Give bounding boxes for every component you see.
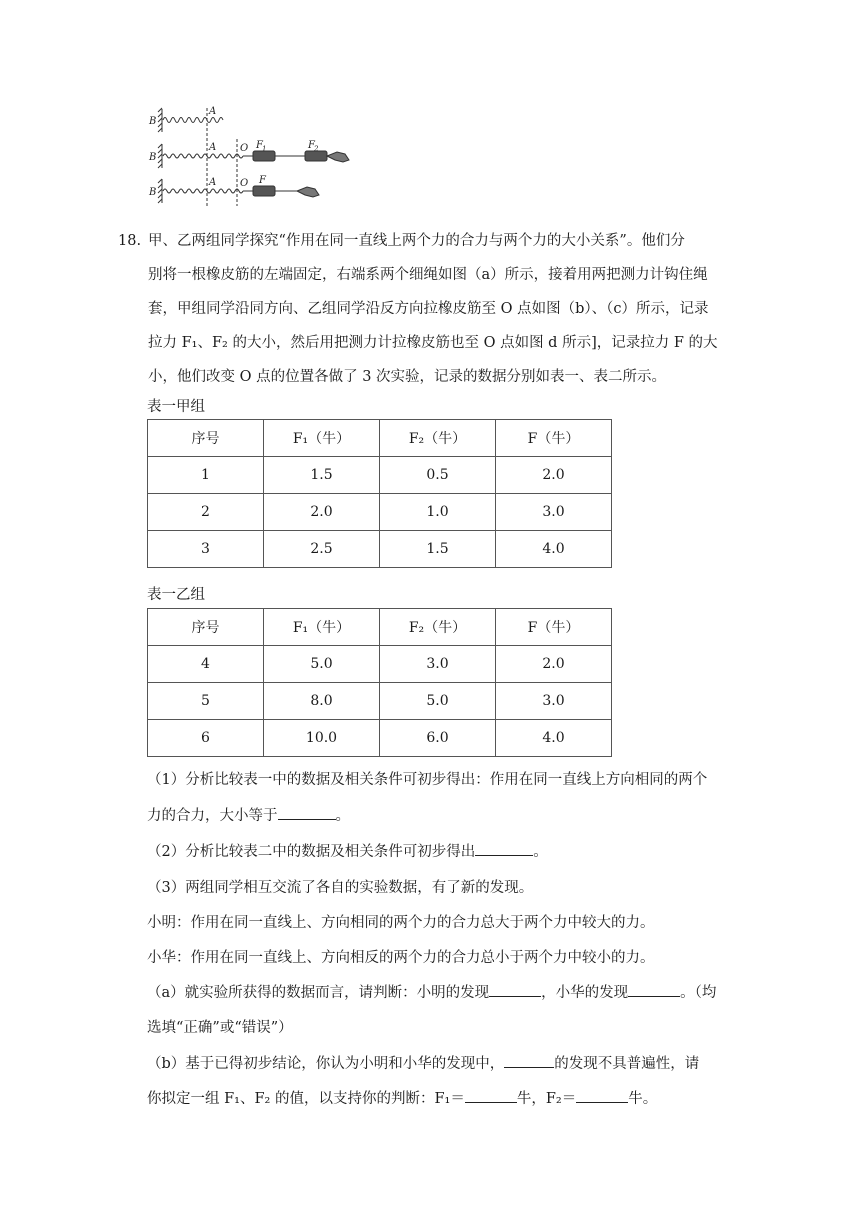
- table2-caption: 表一乙组: [147, 587, 205, 603]
- table-cell: 3.0: [496, 494, 612, 531]
- table-row: [148, 683, 612, 720]
- question-number: 18.: [118, 233, 142, 249]
- question-line-4: 拉力 F₁、F₂ 的大小，然后用把测力计拉橡皮筋也至 O 点如图 d 所示]，记录拉力 F 的大: [148, 335, 718, 351]
- table-cell: 0.5: [380, 457, 496, 494]
- part-a-end: 。（均: [680, 985, 717, 1001]
- table-cell: 4.0: [496, 720, 612, 757]
- table2-header-cell: 序号: [148, 609, 264, 646]
- table-cell: 5.0: [380, 683, 496, 720]
- spring-scale-f1: [253, 151, 305, 161]
- label-f2: F: [308, 140, 315, 151]
- table2-header-cell: F（牛）: [496, 609, 612, 646]
- table1-header-cell: 序号: [148, 420, 264, 457]
- table-cell: 1.0: [380, 494, 496, 531]
- part-b-end: 的发现不具普遍性，请: [554, 1056, 700, 1072]
- question-18: [118, 224, 738, 394]
- answer-blank-2[interactable]: [475, 841, 533, 856]
- answer-blank-xiaohua[interactable]: [628, 982, 680, 997]
- table1-caption: 表一甲组: [147, 399, 205, 415]
- table-cell: 3: [148, 531, 264, 568]
- table2-header-cell: F₁（牛）: [264, 609, 380, 646]
- part-a-mid: ，小华的发现: [541, 985, 629, 1001]
- table1: [147, 419, 612, 568]
- table1-header-cell: F（牛）: [496, 420, 612, 457]
- label-o-1: O: [240, 143, 249, 154]
- label-b-3: B: [149, 187, 157, 198]
- part1-text: 力的合力，大小等于: [147, 808, 278, 824]
- question-line-5: 小，他们改变 O 点的位置各做了 3 次实验，记录的数据分别如表一、表二所示。: [148, 369, 667, 385]
- part1-line1: （1）分析比较表一中的数据及相关条件可初步得出：作用在同一直线上方向相同的两个: [147, 772, 708, 788]
- table-row: [148, 720, 612, 757]
- table2-header-row: [148, 609, 612, 646]
- table-cell: 2.0: [264, 494, 380, 531]
- rubber-band-c: [163, 189, 255, 193]
- table-cell: 2: [148, 494, 264, 531]
- part-b2-mid: 牛，F₂＝: [516, 1091, 577, 1107]
- part-b-text: （b）基于已得初步结论，你认为小明和小华的发现中，: [147, 1056, 505, 1072]
- table1-header-cell: F₂（牛）: [380, 420, 496, 457]
- label-f2-sub: 2: [314, 145, 319, 153]
- label-b-2: B: [149, 152, 157, 163]
- label-o-2: O: [240, 178, 249, 189]
- label-a-1: A: [209, 106, 217, 117]
- label-a-2: A: [209, 142, 217, 153]
- table-row: [148, 494, 612, 531]
- part3-line: （3）两组同学相互交流了各自的实验数据，有了新的发现。: [147, 880, 534, 896]
- table-cell: 6: [148, 720, 264, 757]
- table-row: [148, 531, 612, 568]
- table-cell: 1.5: [264, 457, 380, 494]
- table-cell: 2.0: [496, 457, 612, 494]
- part-b-line1: [147, 1052, 699, 1073]
- table-cell: 1.5: [380, 531, 496, 568]
- table-cell: 2.5: [264, 531, 380, 568]
- part-a-line2: 选填“正确”或“错误”）: [147, 1020, 293, 1036]
- answer-blank-f1[interactable]: [465, 1088, 517, 1103]
- experiment-figure: [145, 104, 360, 208]
- part1-end: 。: [335, 808, 350, 824]
- label-f: F: [259, 175, 266, 186]
- answer-blank-f2[interactable]: [576, 1088, 628, 1103]
- wall-hatching: [158, 108, 162, 203]
- table-cell: 3.0: [380, 646, 496, 683]
- table-cell: 1: [148, 457, 264, 494]
- question-line-1: 甲、乙两组同学探究“作用在同一直线上两个力的合力与两个力的大小关系”。他们分: [148, 233, 685, 249]
- spring-scale-f: [253, 186, 319, 197]
- part-b2-end: 牛。: [628, 1091, 658, 1107]
- part-a-text: （a）就实验所获得的数据而言，请判断：小明的发现: [147, 985, 490, 1001]
- label-b-1: B: [149, 116, 157, 127]
- label-f1: F: [256, 140, 263, 151]
- table-cell: 3.0: [496, 683, 612, 720]
- label-f1-sub: 1: [262, 145, 267, 153]
- spring-scale-f2: [305, 151, 349, 162]
- table-cell: 10.0: [264, 720, 380, 757]
- table1-header-cell: F₁（牛）: [264, 420, 380, 457]
- xiaoming-line: 小明：作用在同一直线上、方向相同的两个力的合力总大于两个力中较大的力。: [147, 915, 655, 931]
- table-row: [148, 457, 612, 494]
- table-cell: 4: [148, 646, 264, 683]
- part2-text: （2）分析比较表二中的数据及相关条件可初步得出: [147, 844, 476, 860]
- part-a-line1: [147, 981, 716, 1002]
- table-cell: 4.0: [496, 531, 612, 568]
- part-b-line2: [147, 1087, 657, 1108]
- question-line-3: 套，甲组同学沿同方向、乙组同学沿反方向拉橡皮筋至 O 点如图（b）、（c）所示，记录: [148, 301, 709, 317]
- table-cell: 5.0: [264, 646, 380, 683]
- answer-blank-xiaoming[interactable]: [489, 982, 541, 997]
- rubber-band-a: [163, 118, 223, 123]
- table-row: [148, 646, 612, 683]
- table2-header-cell: F₂（牛）: [380, 609, 496, 646]
- table-cell: 2.0: [496, 646, 612, 683]
- table-cell: 8.0: [264, 683, 380, 720]
- answer-blank-who[interactable]: [504, 1053, 554, 1068]
- answer-blank-1[interactable]: [278, 805, 336, 820]
- table2: [147, 608, 612, 757]
- part2-line: [147, 840, 548, 861]
- table-cell: 5: [148, 683, 264, 720]
- part1-line2: [147, 804, 350, 825]
- part2-end: 。: [533, 844, 548, 860]
- question-line-2: 别将一根橡皮筋的左端固定，右端系两个细绳如图（a）所示，接着用两把测力计钩住绳: [148, 267, 708, 283]
- table1-header-row: [148, 420, 612, 457]
- xiaohua-line: 小华：作用在同一直线上、方向相反的两个力的合力总小于两个力中较小的力。: [147, 950, 655, 966]
- rubber-band-b: [163, 154, 255, 158]
- label-a-3: A: [209, 177, 217, 188]
- part-b2-text: 你拟定一组 F₁、F₂ 的值，以支持你的判断：F₁＝: [147, 1091, 465, 1107]
- table-cell: 6.0: [380, 720, 496, 757]
